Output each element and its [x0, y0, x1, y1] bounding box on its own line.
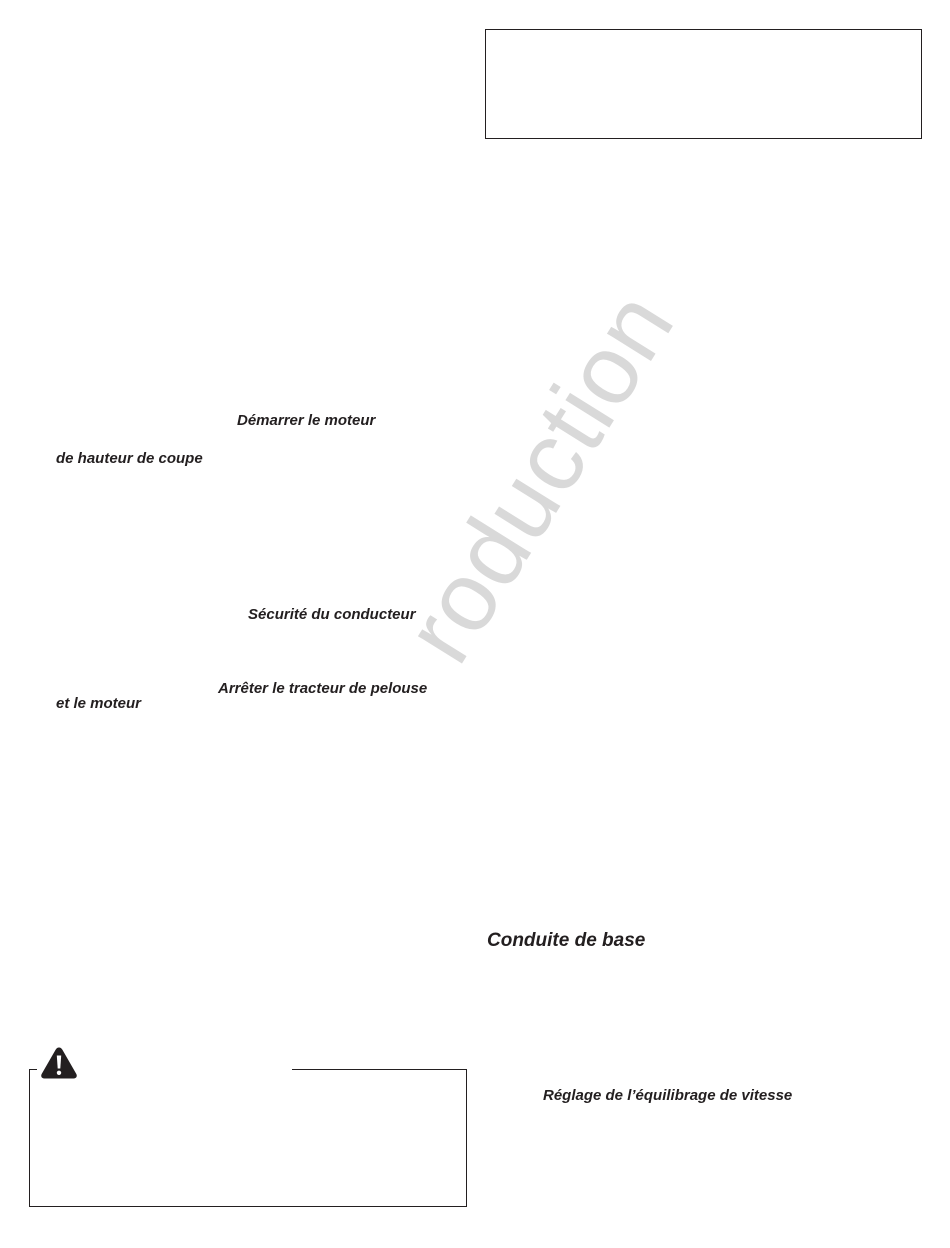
warning-box [29, 1069, 467, 1207]
watermark-text: roduction [382, 272, 695, 681]
ref-cut-height: de hauteur de coupe [56, 450, 203, 467]
top-right-note-box [485, 29, 922, 139]
ref-start-engine: Démarrer le moteur [237, 412, 376, 429]
section-heading-basic-driving: Conduite de base [487, 930, 646, 951]
ref-speed-balance: Réglage de l’équilibrage de vitesse [543, 1087, 793, 1104]
warning-triangle-icon [40, 1046, 78, 1080]
ref-stop-tractor-line1: Arrêter le tracteur de pelouse [218, 680, 428, 697]
ref-stop-tractor-line2: et le moteur [56, 695, 142, 712]
ref-driver-safety: Sécurité du conducteur [248, 606, 416, 623]
